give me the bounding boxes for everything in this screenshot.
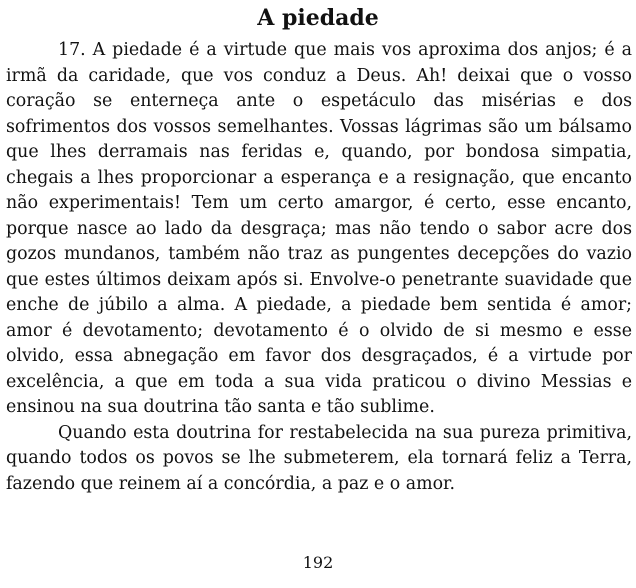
body-text [6, 38, 632, 497]
page-number: 192 [302, 553, 334, 572]
paragraph-1: 17. A piedade é a virtude que mais vos aproxima dos anjos; é a irmã da caridade, que vos conduz a Deus. Ah! deixai que o vosso coração se enterneça ante o espetáculo das misérias e dos sofrimentos dos vossos semelhantes. Vossas lágrimas são um bálsamo que lhes derramais nas feridas e, quando, por bondosa simpatia, chegais a lhes proporcionar a esperança e a resignação, que encanto não experimentais! Tem um certo amargor, é certo, esse encanto, porque nasce ao lado da desgraça; mas não tendo o sabor acre dos gozos mundanos, também não traz as pungentes decepções do vazio que estes últimos deixam após si. Envolve-o penetrante suavidade que enche de júbilo a alma. A piedade, a piedade bem sentida é amor; amor é devotamento; devotamento é o olvido de si mesmo e esse olvido, essa abnegação em favor dos desgraçados, é a virtude por excelência, a que em toda a sua vida praticou o divino Messias e ensinou na sua doutrina tão santa e tão sublime. [6, 40, 632, 417]
paragraph-2: Quando esta doutrina for restabelecida na sua pureza primitiva, quando todos os povos se lhe submeterem, ela tornará feliz a Terra, fazendo que reinem aí a concórdia, a paz e o amor. [6, 422, 632, 494]
section-title: A piedade [257, 5, 379, 31]
